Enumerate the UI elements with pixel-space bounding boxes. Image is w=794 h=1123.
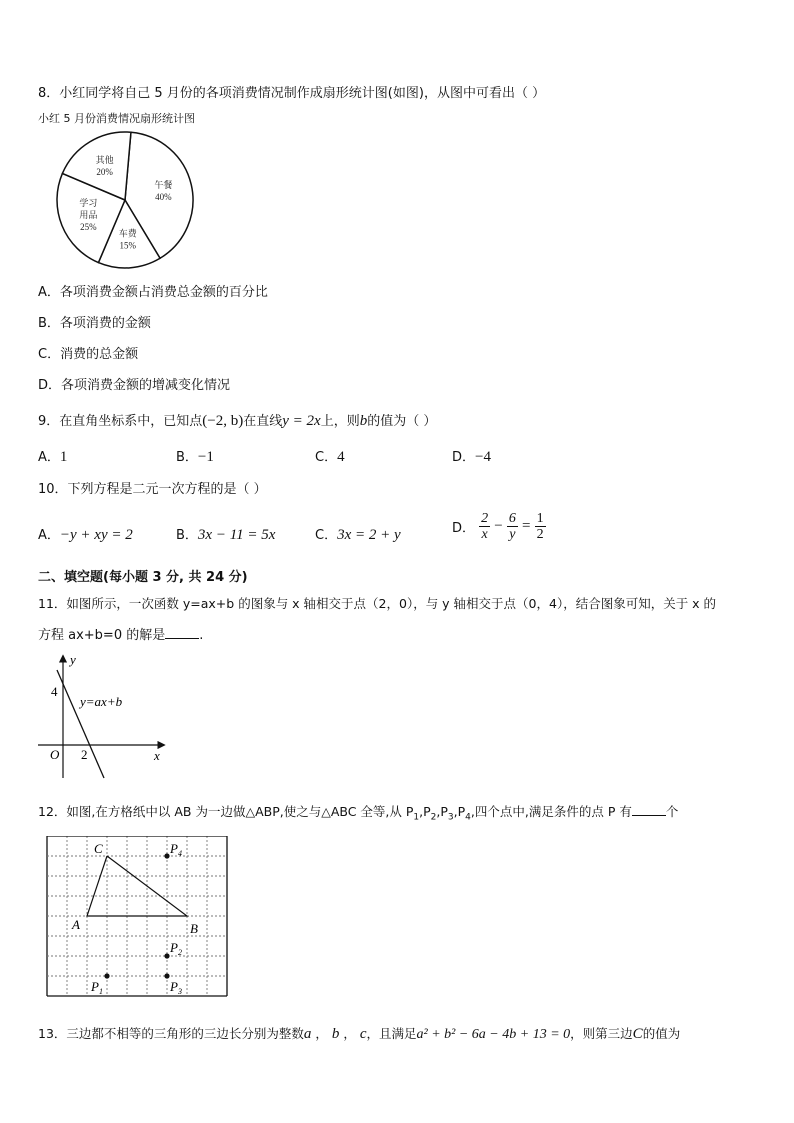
y-tick-4: 4 — [51, 684, 58, 699]
x-tick-2: 2 — [81, 747, 88, 762]
x-axis-label: x — [154, 748, 160, 763]
pie-label-3-2: 用品 — [79, 209, 98, 220]
q9-tail: 的值为（ ） — [367, 414, 437, 429]
q11-line1: 11．如图所示，一次函数 y=ax+b 的图象与 x 轴相交于点（2，0），与 y 轴相交于点（0，4），结合图象可知，关于 x 的 — [38, 596, 717, 611]
q9-line: y = 2x — [282, 413, 321, 429]
q9-point: (−2, b) — [202, 413, 244, 429]
q8-chart-title: 小红 5 月份消费情况扇形统计图 — [38, 112, 195, 125]
q8-stem: 8．小红同学将自己 5 月份的各项消费情况制作成扇形统计图(如图)，从图中可看出（ ） — [38, 86, 546, 101]
q13-stem: 13．三边都不相等的三角形的三边长分别为整数a ， b ， c，且满足a² + b² − 6a − 4b + 13 = 0，则第三边C的值为 — [38, 1026, 681, 1042]
q11-answer-blank[interactable] — [165, 626, 199, 639]
origin-label: O — [50, 747, 60, 762]
label-p2: $P_2$ — [170, 940, 182, 957]
label-p3: $P_3$ — [170, 979, 182, 996]
pie-label-1-2: 40% — [155, 192, 172, 203]
triangle-abc — [87, 856, 187, 916]
label-a: A — [72, 917, 80, 932]
pie-label-4-1: 其他 — [95, 155, 114, 166]
function-label: y=ax+b — [80, 694, 123, 709]
y-axis-label: y — [70, 652, 76, 667]
q10-stem: 10．下列方程是二元一次方程的是（ ） — [38, 482, 267, 497]
section2-title: 二、填空题(每小题 3 分, 共 24 分) — [38, 570, 248, 585]
point-p1 — [104, 973, 109, 978]
q9-option-b: B．−1 — [176, 449, 214, 465]
pie-label-3-1: 学习 — [79, 197, 98, 208]
q9-var: b — [359, 413, 368, 429]
q11-line2: 方程 ax+b=0 的解是 . — [38, 628, 204, 643]
q12-answer-blank[interactable] — [632, 803, 666, 816]
point-p2 — [164, 953, 169, 958]
q9-mid: 在直线 — [243, 414, 283, 429]
q8-option-b: B．各项消费的金额 — [38, 316, 151, 331]
q9-option-d: D．−4 — [452, 449, 491, 465]
q12-grid-figure — [46, 836, 230, 1000]
q8-option-a: A．各项消费金额占消费总金额的百分比 — [38, 285, 268, 300]
q10-option-c: C．3x = 2 + y — [315, 527, 401, 543]
q11-graph — [30, 650, 180, 780]
pie-label-2-1: 车费 — [118, 228, 137, 239]
pie-label-2-2: 15% — [119, 240, 137, 251]
label-p4: $P_4$ — [170, 841, 182, 858]
q9-post: 上，则 — [320, 414, 360, 429]
q9-option-c: C．4 — [315, 449, 345, 465]
point-p3 — [164, 973, 169, 978]
q12-stem: 12．如图,在方格纸中以 AB 为一边做△ABP,使之与△ABC 全等,从 $P_1,P_2,P_3,P_4$,四个点中,满足条件的点 P 有 个 — [38, 804, 679, 823]
label-c: C — [94, 841, 103, 856]
q9-stem — [38, 410, 436, 430]
pie-label-1-1: 午餐 — [154, 180, 173, 191]
q8-option-c: C．消费的总金额 — [38, 347, 139, 362]
label-b: B — [190, 921, 198, 936]
label-p1: $P_1$ — [91, 979, 103, 996]
fraction-6-over-y: $\frac{6}{y}$ — [508, 511, 516, 542]
q10-option-b: B．3x − 11 = 5x — [176, 527, 276, 543]
q9-pre: 9．在直角坐标系中，已知点 — [38, 414, 203, 429]
pie-chart — [45, 126, 205, 274]
q9-option-a: A．1 — [38, 449, 68, 465]
fraction-2-over-x: $\frac{2}{x}$ — [481, 511, 489, 542]
pie-label-3-3: 25% — [80, 221, 97, 232]
fraction-1-over-2: $\frac{1}{2}$ — [536, 511, 544, 542]
q10-option-a: A．−y + xy = 2 — [38, 527, 133, 543]
q10-option-d: D． $\frac{2}{x}$ − $\frac{6}{y}$ = $\frac{1}{2}$ — [452, 511, 544, 542]
point-p4 — [164, 853, 169, 858]
pie-label-4-2: 20% — [96, 167, 113, 178]
q8-option-d: D．各项消费金额的增减变化情况 — [38, 378, 231, 393]
